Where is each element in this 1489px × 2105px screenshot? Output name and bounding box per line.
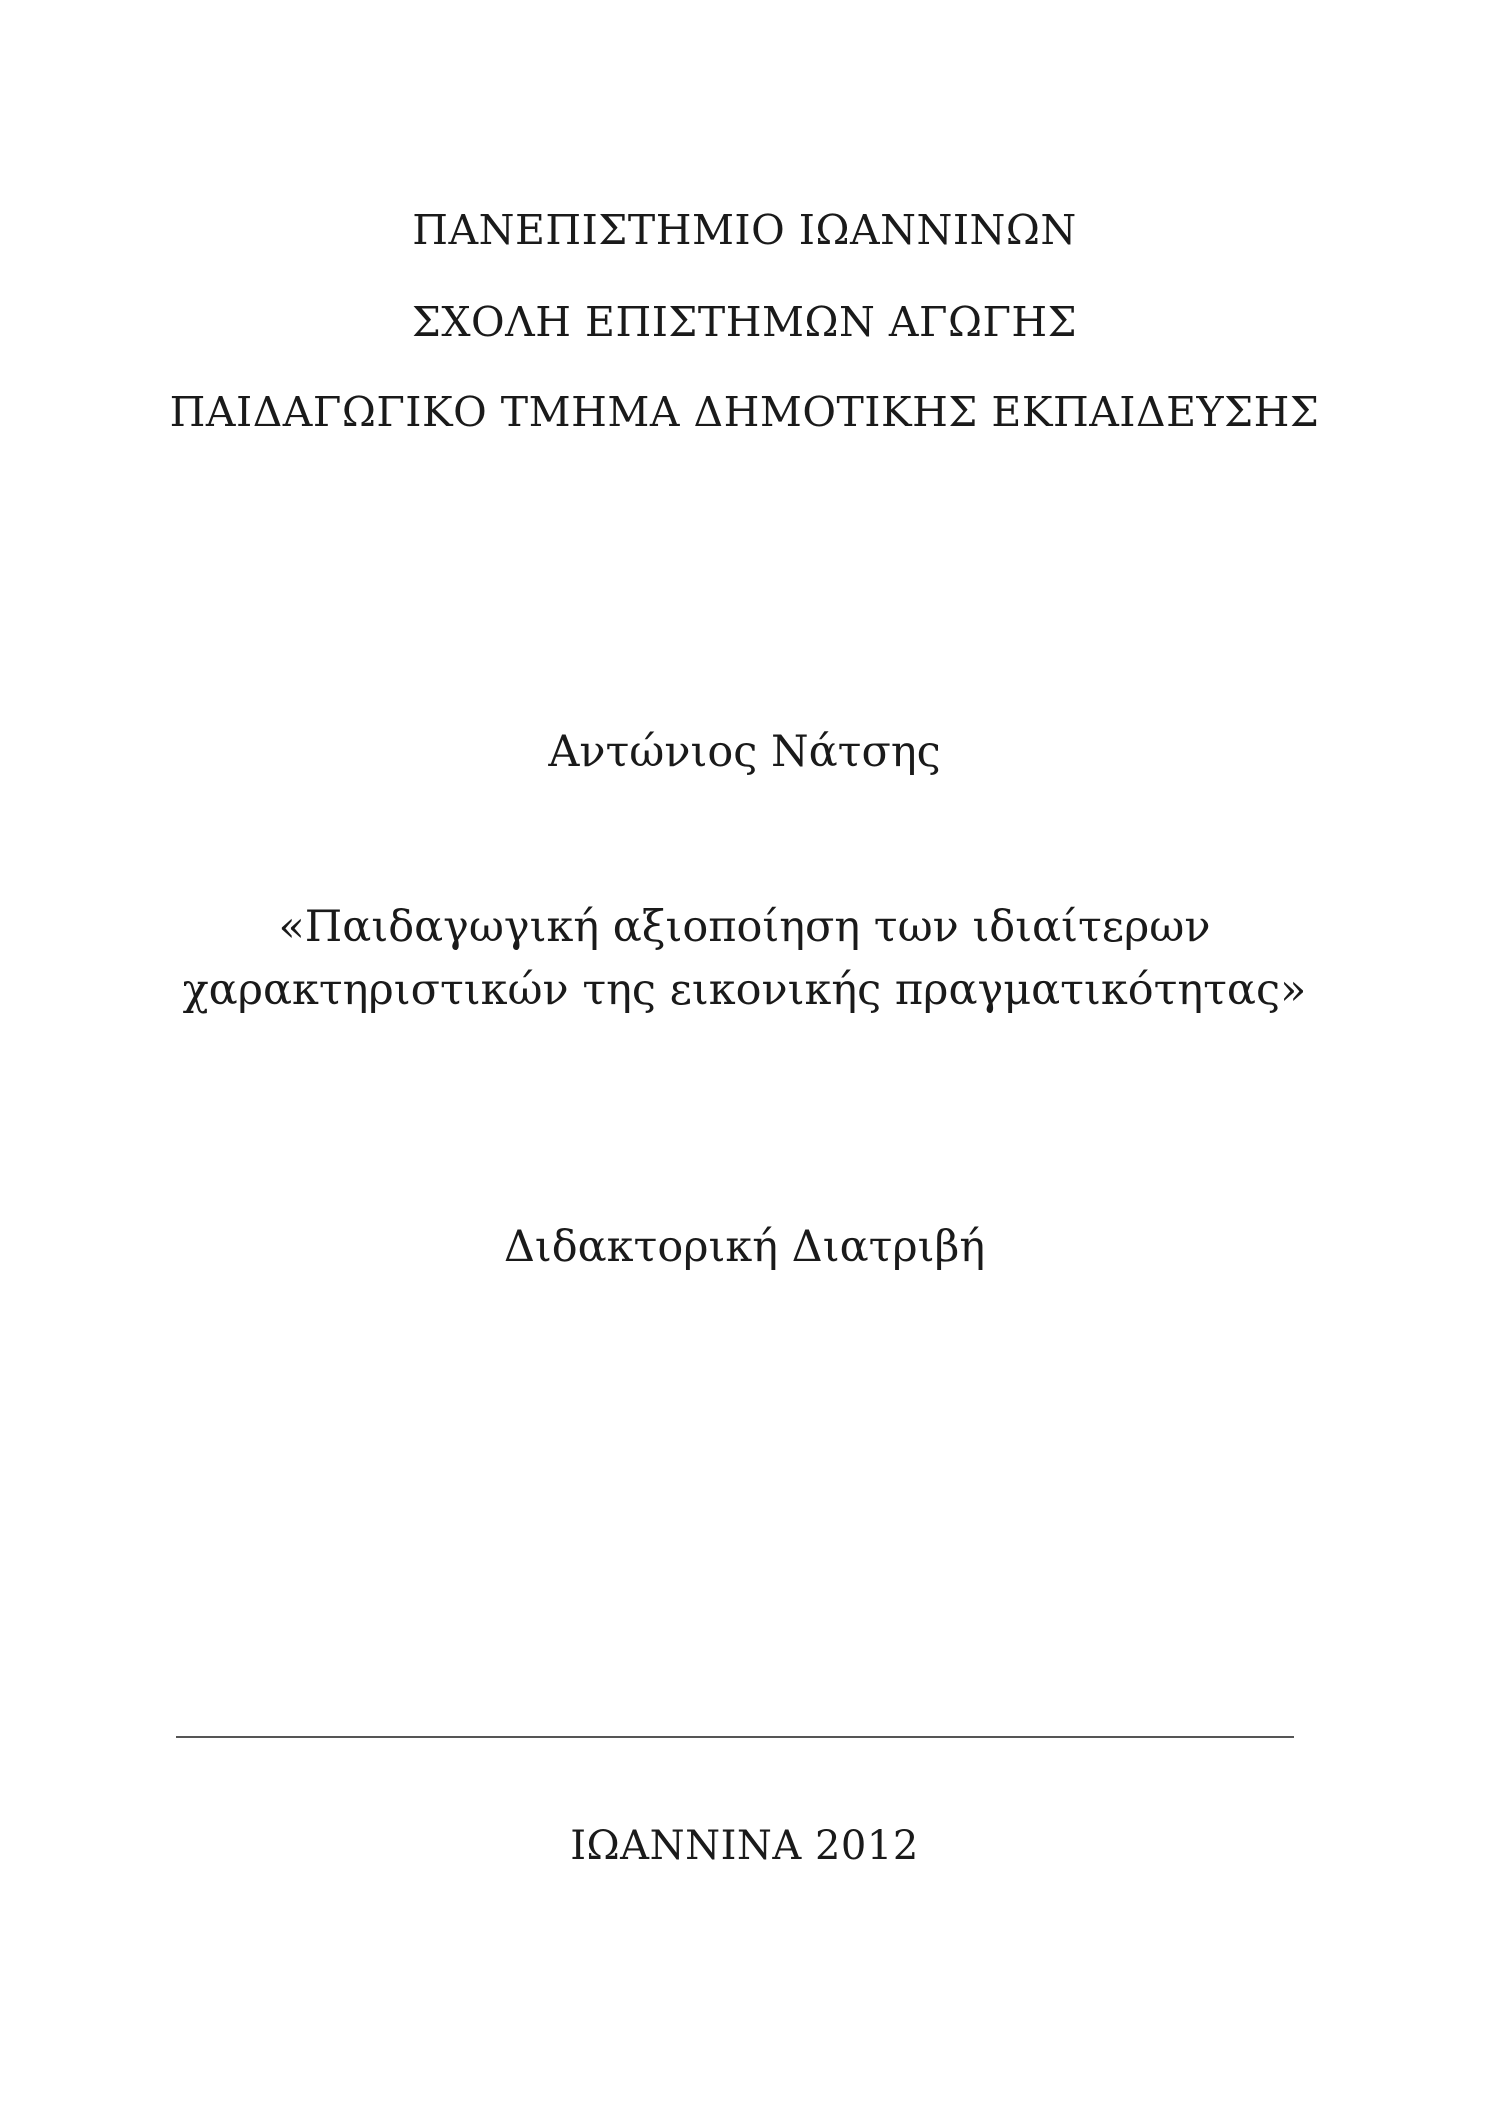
university-name: ΠΑΝΕΠΙΣΤΗΜΙΟ ΙΩΑΝΝΙΝΩΝ (412, 206, 1077, 254)
thesis-title-line-2: χαρακτηριστικών της εικονικής πραγματικότητας» (182, 965, 1307, 1015)
thesis-title-line-1: «Παιδαγωγική αξιοποίηση των ιδιαίτερων (278, 902, 1211, 952)
department-name: ΠΑΙΔΑΓΩΓΙΚΟ ΤΜΗΜΑ ΔΗΜΟΤΙΚΗΣ ΕΚΠΑΙΔΕΥΣΗΣ (169, 388, 1320, 436)
place-and-year: ΙΩΑΝΝΙΝΑ 2012 (570, 1823, 919, 1869)
school-name: ΣΧΟΛΗ ΕΠΙΣΤΗΜΩΝ ΑΓΩΓΗΣ (411, 298, 1078, 346)
horizontal-divider (176, 1736, 1294, 1738)
author-name: Αντώνιος Νάτσης (548, 727, 941, 777)
document-type: Διδακτορική Διατριβή (503, 1222, 986, 1272)
